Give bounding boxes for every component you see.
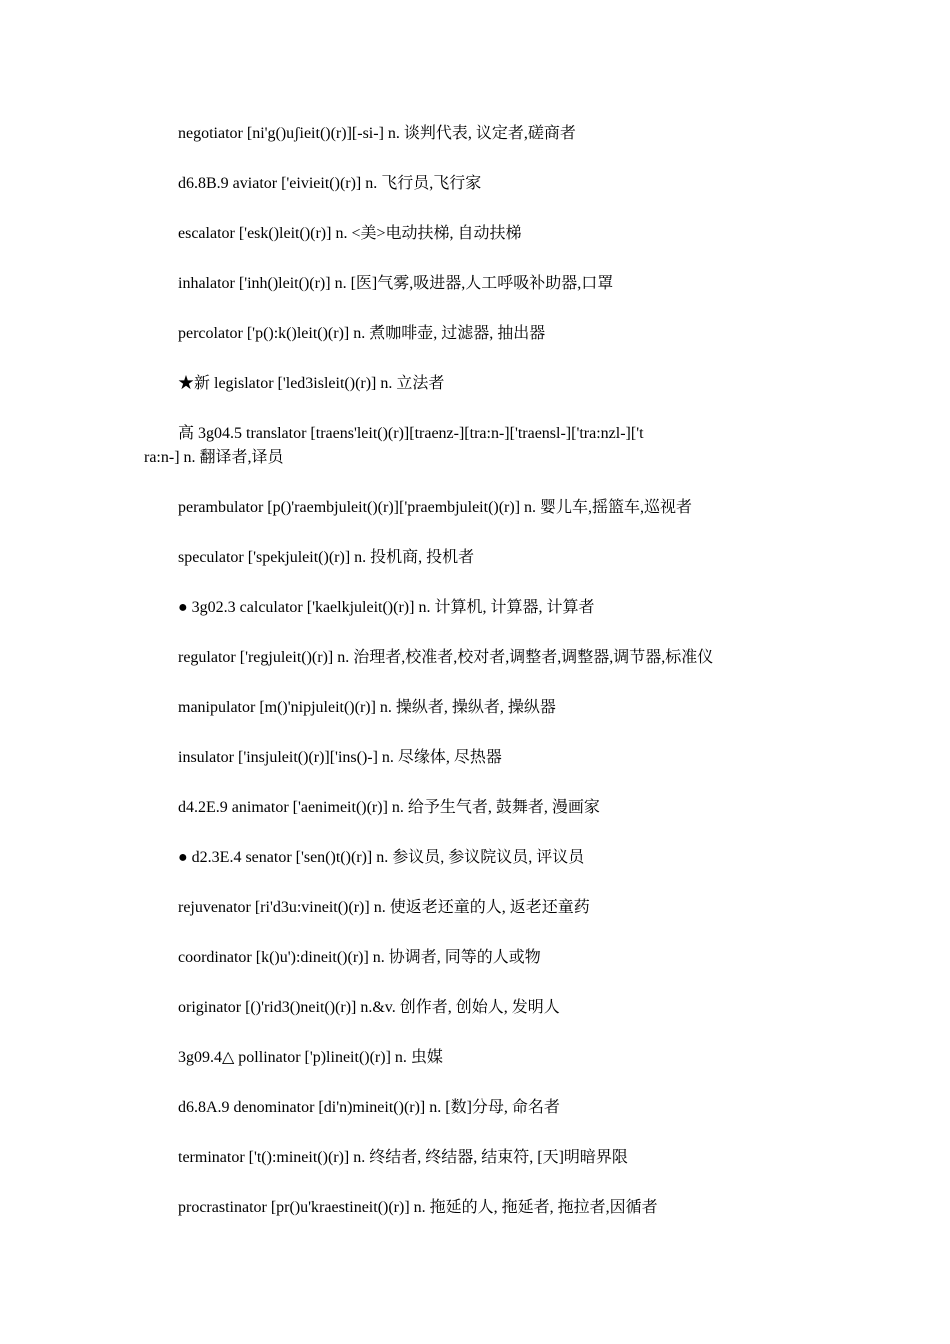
list-item: d6.8B.9 aviator ['eivieit()(r)] n. 飞行员,飞行家 (178, 175, 482, 192)
list-item: perambulator [p()'raembjuleit()(r)]['praembjuleit()(r)] n. 婴儿车,摇篮车,巡视者 (178, 499, 693, 516)
list-item: ● d2.3E.4 senator ['sen()t()(r)] n. 参议员, 参议院议员, 评议员 (178, 849, 585, 866)
list-item: ★新 legislator ['led3isleit()(r)] n. 立法者 (178, 375, 445, 392)
list-item: percolator ['p():k()leit()(r)] n. 煮咖啡壶, 过滤器, 抽出器 (178, 325, 546, 342)
list-item: originator [()'rid3()neit()(r)] n.&v. 创作者, 创始人, 发明人 (178, 999, 560, 1016)
list-item: terminator ['t():mineit()(r)] n. 终结者, 终结器, 结束符, [天]明暗界限 (178, 1149, 628, 1166)
list-item: negotiator [ni'g()uʃieit()(r)][-si-] n. 谈判代表, 议定者,磋商者 (178, 125, 576, 142)
list-item: rejuvenator [ri'd3u:vineit()(r)] n. 使返老还童的人, 返老还童药 (178, 899, 590, 916)
list-item: d6.8A.9 denominator [di'n)mineit()(r)] n. [数]分母, 命名者 (178, 1099, 560, 1116)
list-item: inhalator ['inh()leit()(r)] n. [医]气雾,吸进器,人工呼吸补助器,口罩 (178, 275, 614, 292)
list-item: insulator ['insjuleit()(r)]['ins()-] n. 尽缘体, 尽热器 (178, 749, 502, 766)
list-item: regulator ['regjuleit()(r)] n. 治理者,校准者,校对者,调整者,调整器,调节器,标准仪 (178, 649, 714, 666)
vocabulary-list (144, 122, 904, 1246)
list-item: speculator ['spekjuleit()(r)] n. 投机商, 投机者 (178, 549, 475, 566)
list-item: manipulator [m()'nipjuleit()(r)] n. 操纵者, 操纵者, 操纵器 (178, 699, 556, 716)
list-item: procrastinator [pr()u'kraestineit()(r)] n. 拖延的人, 拖延者, 拖拉者,因循者 (178, 1199, 658, 1216)
list-item: coordinator [k()u'):dineit()(r)] n. 协调者, 同等的人或物 (178, 949, 541, 966)
list-item: 3g09.4△ pollinator ['p)lineit()(r)] n. 虫媒 (178, 1049, 443, 1066)
list-item: ● 3g02.3 calculator ['kaelkjuleit()(r)] n. 计算机, 计算器, 计算者 (178, 599, 595, 616)
list-item: escalator ['esk()leit()(r)] n. <美>电动扶梯, 自动扶梯 (178, 225, 522, 242)
list-item: d4.2E.9 animator ['aenimeit()(r)] n. 给予生气者, 鼓舞者, 漫画家 (178, 799, 600, 816)
list-item: 高 3g04.5 translator [traens'leit()(r)][traenz-][tra:n-]['traensl-]['tra:nzl-]['tra:n-] n. 翻译者,译员 (144, 425, 644, 466)
